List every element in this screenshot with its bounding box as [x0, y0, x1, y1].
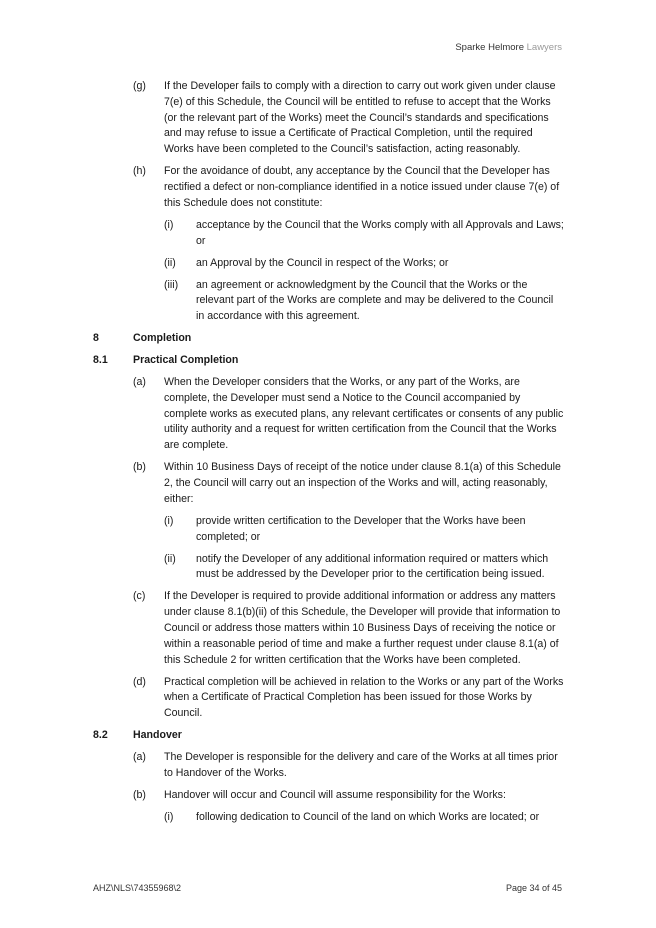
sub-clause-paragraph	[0, 514, 656, 546]
sub-clause-paragraph	[0, 810, 656, 826]
clause-text: following dedication to Council of the land on which Works are located; or	[196, 810, 540, 823]
clause-paragraph	[0, 164, 656, 211]
clause-number: (i)	[164, 810, 174, 823]
clause-paragraph	[0, 375, 656, 454]
sub-clause-paragraph	[0, 218, 656, 250]
clause-number: (ii)	[164, 552, 176, 565]
section-heading	[0, 331, 656, 347]
clause-text: Practical Completion	[133, 354, 239, 367]
clause-text: If the Developer is required to provide additional information or address any matters under clause 8.1(b)(ii) of this Schedule, the Developer will provide that information to Council or address those matters within 10 Business Days of receiving the notice or within a reasonable period of time and make a further request under clause 8.1(a) of this Schedule 2 for written certification that the Works have been completed.	[164, 590, 561, 666]
clause-paragraph	[0, 675, 656, 722]
clause-text: Within 10 Business Days of receipt of the notice under clause 8.1(a) of this Schedule 2, the Council will carry out an inspection of the Works and will, acting reasonably, either:	[164, 461, 561, 505]
clause-number: 8.2	[93, 729, 108, 742]
clause-text: If the Developer fails to comply with a direction to carry out work given under clause 7(e) of this Schedule, the Council will be entitled to refuse to accept that the Works (or the relevant part of the Works) meet the Council’s standards and specifications and may refuse to issue a Certificate of Practical Completion, until the required Works have been completed to the Council’s satisfaction, acting reasonably.	[164, 80, 556, 156]
clause-number: (a)	[133, 376, 146, 389]
clause-number: (b)	[133, 461, 146, 474]
clause-paragraph	[0, 589, 656, 668]
document-body	[0, 79, 656, 832]
page-number: Page 34 of 45	[505, 883, 562, 893]
clause-number: (d)	[133, 675, 146, 688]
clause-text: acceptance by the Council that the Works comply with all Approvals and Laws; or	[196, 218, 564, 247]
clause-paragraph	[0, 460, 656, 507]
clause-text: Practical completion will be achieved in relation to the Works or any part of the Works when a Certificate of Practical Completion has been issued for those Works by Council.	[164, 675, 564, 720]
header-brand	[455, 42, 562, 53]
clause-paragraph	[0, 788, 656, 804]
clause-paragraph	[0, 750, 656, 782]
clause-text: notify the Developer of any additional information required or matters which must be addressed by the Developer prior to the certification being issued.	[196, 552, 549, 581]
clause-number: (i)	[164, 514, 174, 527]
sub-clause-paragraph	[0, 256, 656, 272]
clause-text: provide written certification to the Developer that the Works have been completed; or	[196, 514, 526, 543]
clause-paragraph	[0, 79, 656, 158]
clause-number: (i)	[164, 218, 174, 231]
clause-text: an agreement or acknowledgment by the Council that the Works or the relevant part of the Works are complete and may be delivered to the Council in accordance with this agreement.	[196, 278, 554, 323]
sub-clause-paragraph	[0, 552, 656, 584]
brand-suffix: Lawyers	[526, 42, 562, 53]
clause-text: Handover	[133, 729, 182, 742]
section-heading	[0, 353, 656, 369]
clause-number: 8.1	[93, 354, 108, 367]
clause-number: (ii)	[164, 256, 176, 269]
clause-text: Completion	[133, 332, 192, 345]
clause-number: (g)	[133, 80, 146, 92]
brand-name: Sparke Helmore	[455, 42, 524, 53]
clause-number: (h)	[133, 165, 146, 178]
clause-number: 8	[93, 332, 99, 345]
sub-clause-paragraph	[0, 278, 656, 325]
section-heading	[0, 728, 656, 744]
clause-number: (iii)	[164, 278, 179, 291]
clause-text: The Developer is responsible for the delivery and care of the Works at all times prior to Handover of the Works.	[164, 751, 558, 779]
clause-number: (b)	[133, 788, 146, 801]
clause-number: (c)	[133, 590, 146, 603]
document-reference: AHZ\NLS\74355968\2	[93, 883, 182, 893]
clause-text: When the Developer considers that the Works, or any part of the Works, are complete, the Developer must send a Notice to the Council accompanied by complete works as executed plans, any relevant certificates or consents of any public utility authority and a request for written certification from the Council that the Works are complete.	[164, 376, 564, 452]
clause-number: (a)	[133, 751, 146, 764]
clause-text: an Approval by the Council in respect of the Works; or	[196, 256, 449, 269]
clause-text: For the avoidance of doubt, any acceptance by the Council that the Developer has rectified a defect or non-compliance identified in a notice issued under clause 7(e) of this Schedule does not constitute:	[164, 165, 560, 209]
clause-text: Handover will occur and Council will assume responsibility for the Works:	[164, 788, 506, 801]
